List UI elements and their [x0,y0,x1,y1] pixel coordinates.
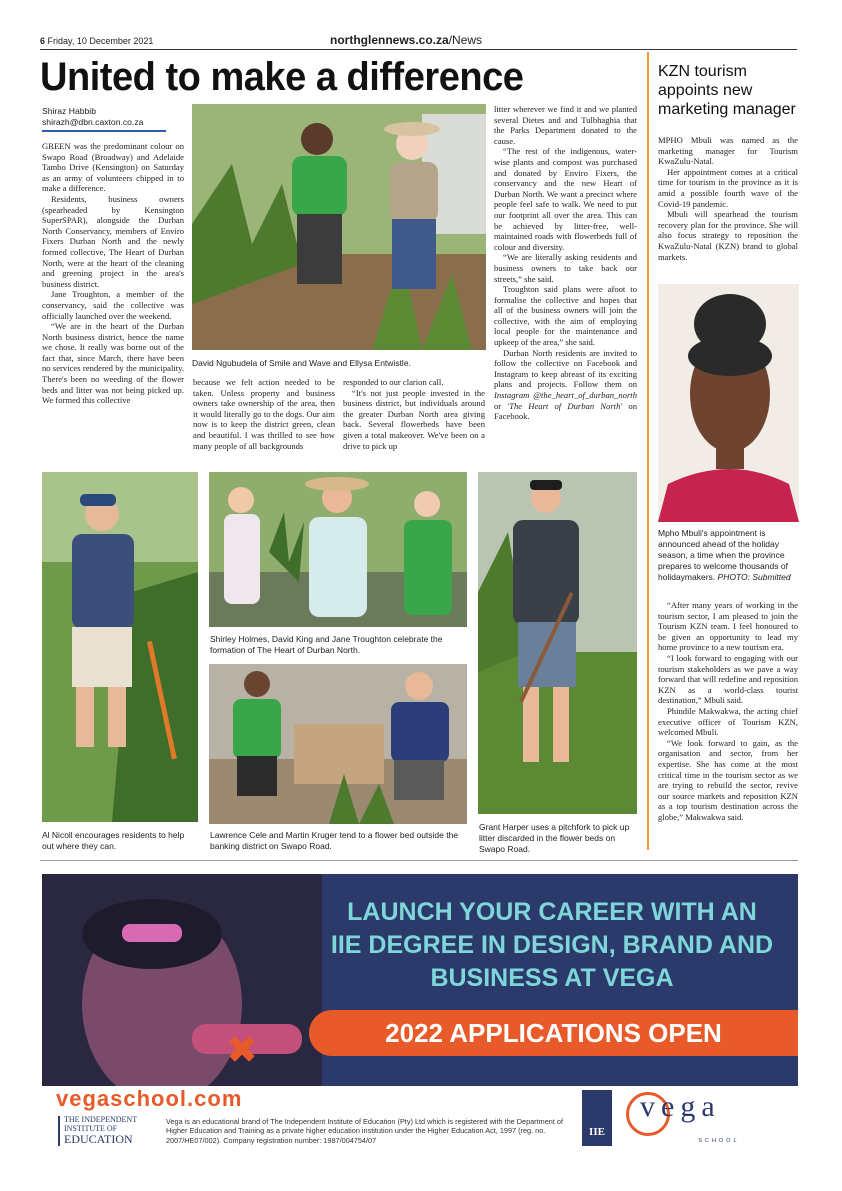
photo-lawrence-martin [209,664,467,824]
paragraph: Mbuli will spearhead the tourism recovery plan for the province. She will also focus strategy to reposition the KwaZulu-Natal (KZN) brand to global markets. [658,209,798,262]
ad-line-1: LAUNCH YOUR CAREER WITH AN [347,898,757,926]
iie-mark [58,1116,60,1146]
article-column-1 [42,141,184,406]
paragraph: “We look forward to gain, as the organisation and sector, from her expertise. She has come at the most critical time in the tourism sector as we are trying to rebuild the sector, revive our source markets and reposition KZN as a top tourism destination across the globe,” Makwakwa said. [658,737,798,822]
ad-line-3: BUSINESS AT VEGA [430,964,674,992]
photo-mpho-mbuli [658,284,799,522]
ad-applications-banner[interactable]: 2022 APPLICATIONS OPEN [309,1010,798,1056]
paragraph: Jane Troughton, a member of the conservancy, said the collective was officially launched over the weekend. [42,289,184,321]
paragraph: Residents, business owners (spearheaded by Kensington SuperSPAR), alongside the Durban North Conservancy, members of Enviro Fixers Durban North and the newly formed collective, The Heart of Durban North, were at the heart of the cleaning and greening project in the area's business district. [42,193,184,289]
paragraph: MPHO Mbuli was named as the marketing manager for Tourism KwaZulu-Natal. [658,135,798,167]
paragraph [494,348,637,422]
caption-text: Mpho Mbuli's appointment is announced ahead of the holiday season, a time when the province prepares to welcome thousands of holidaymakers. [658,528,788,582]
article-column-4 [494,104,637,422]
issue-date: Friday, 10 December 2021 [47,36,154,46]
caption-photo-grant: Grant Harper uses a pitchfork to pick up litter discarded in the flower beds on Swapo Road. [479,822,630,854]
sidebar-column-top [658,135,798,262]
paragraph-text: Durban North residents are invited to follow the collective on Facebook and Instagram to keep abreast of its exciting plans and projects. Follow them on [494,347,637,390]
iie-line-3: EDUCATION [64,1132,133,1146]
paragraph: “I look forward to engaging with our tourism stakeholders as we pave a way forward that will redefine and reposition KZN as a world-class tourist destination,” Mbuli said. [658,652,798,706]
byline [42,106,143,128]
caption-photo-group: Shirley Holmes, David King and Jane Troughton celebrate the formation of The Heart of Durban North. [210,634,443,655]
iie-line-2: INSTITUTE OF [64,1124,118,1133]
paragraph: GREEN was the predominant colour on Swapo Road (Broadway) and Adelaide Tambo Drive (Kensington) on Saturday as an army of volunteers chipped in to make a difference. [42,141,184,194]
iie-line-1: THE INDEPENDENT [64,1115,138,1124]
iie-badge-text: IIE [589,1126,605,1138]
sidebar-column-bottom [658,600,798,822]
iie-wordmark [64,1115,137,1145]
paragraph: “We are literally asking residents and business owners to take back our streets,” she said. [494,252,637,284]
sidebar-headline: KZN tourism appoints new marketing manager [658,63,796,118]
paragraph: “It's not just people invested in the business district, but individuals around the greater Durban North area giving back. Several flowerbeds have been given a total makeover. We've been on a drive to pick up [343,387,485,451]
vega-advert[interactable] [42,874,798,1086]
ad-footer [42,1086,798,1152]
byline-rule [42,130,166,132]
photo-grant-harper [478,472,637,814]
vega-school-label: SCHOOL [698,1138,740,1144]
vega-logo: vega [640,1090,721,1123]
header-rule [40,49,797,50]
iie-badge [582,1090,612,1146]
author-name: Shiraz Habbib [42,106,96,116]
ad-line-2: IIE DEGREE IN DESIGN, BRAND AND [330,931,774,959]
sidebar-rule [647,52,649,850]
paragraph: Troughton said plans were afoot to formalise the collective and hopes that all of the business owners will join the collective, with the aim of employing local people for the maintenance and upkeep of the area,” she said. [494,284,637,348]
site-name: northglennews.co.za [330,33,449,47]
page-number: 6 [40,36,46,46]
instagram-handle: Instagram @the_heart_of_durban_north [494,390,637,401]
paragraph: because we felt action needed to be taken. Unless property and business owners take ownership of the area, then it would literally go to the dogs. Our aim now is to keep the district green, clean and beautiful. I was thrilled to see how many people of all backgrounds [193,377,335,451]
paragraph: Phindile Makwakwa, the acting chief executive officer of Tourism KZN, welcomed Mbuli. [658,705,798,738]
facebook-handle: 'The Heart of Durban North' [507,400,623,411]
article-headline: United to make a difference [40,55,524,99]
caption-photo-lawrence: Lawrence Cele and Martin Kruger tend to a flower bed outside the banking district on Swapo Road. [210,830,459,851]
masthead [330,33,482,47]
paragraph: litter wherever we find it and we planted several Dietes and and Tulbhaghia that the Parks Department donated to the cause. [494,104,637,146]
paragraph-end: on Facebook. [494,400,637,422]
paragraph: “The rest of the indigenous, water-wise plants and compost was purchased and donated by Enviro Fixers, the conservancy and the new Heart of Durban North. We want a precinct where people feel safe to walk. We need to put our footprint all over the area. This can be achieved by litter-free, well-maintained roads with flowerbeds full of colour and diversity. [494,146,637,252]
ad-website[interactable]: vegaschool.com [56,1086,243,1111]
or-text: or [494,400,508,411]
paragraph: “After many years of working in the tourism sector, I am pleased to join the Tourism KZN team. I feel honoured to be given an opportunity to lead my home province to a new tourism era. [658,600,798,653]
paragraph: Her appointment comes at a critical time for tourism in the province as it is amid a possible fourth wave of the Covid-19 pandemic. [658,166,798,209]
ad-disclaimer: Vega is an educational brand of The Independent Institute of Education (Pty) Ltd which is registered with the Department of Higher Education and Training as a private higher education institution under the Higher Education Act, 1997 (reg. no. 2007/HE07/002). Company registration number: 1987/004754/07 [166,1117,563,1145]
ad-headline [312,896,792,995]
article-column-2 [193,377,335,451]
author-email[interactable]: shirazh@dbn.caxton.co.za [42,117,144,127]
photo-al-nicoll [42,472,198,822]
page-date-line [40,36,153,46]
paragraph: responded to our clarion call. [343,377,444,387]
caption-photo-main: David Ngubudela of Smile and Wave and Ellysa Entwistle. [192,358,411,368]
section-name: /News [448,33,483,47]
article-column-3 [343,377,485,451]
caption-photo-mpho [658,528,798,583]
photo-credit: PHOTO: Submitted [717,572,791,582]
ad-separator [40,860,798,861]
photo-group [209,472,467,627]
paragraph: “We are in the heart of the Durban North business district, hence the name we chose. It really was borne out of the fact that, since March, there have been no services rendered by the municipality. There's been no weeding of the flower beds and litter was not being picked up. We formed this collective [42,321,184,406]
caption-photo-al: Al Nicoll encourages residents to help out where they can. [42,830,185,851]
photo-main [192,104,486,350]
